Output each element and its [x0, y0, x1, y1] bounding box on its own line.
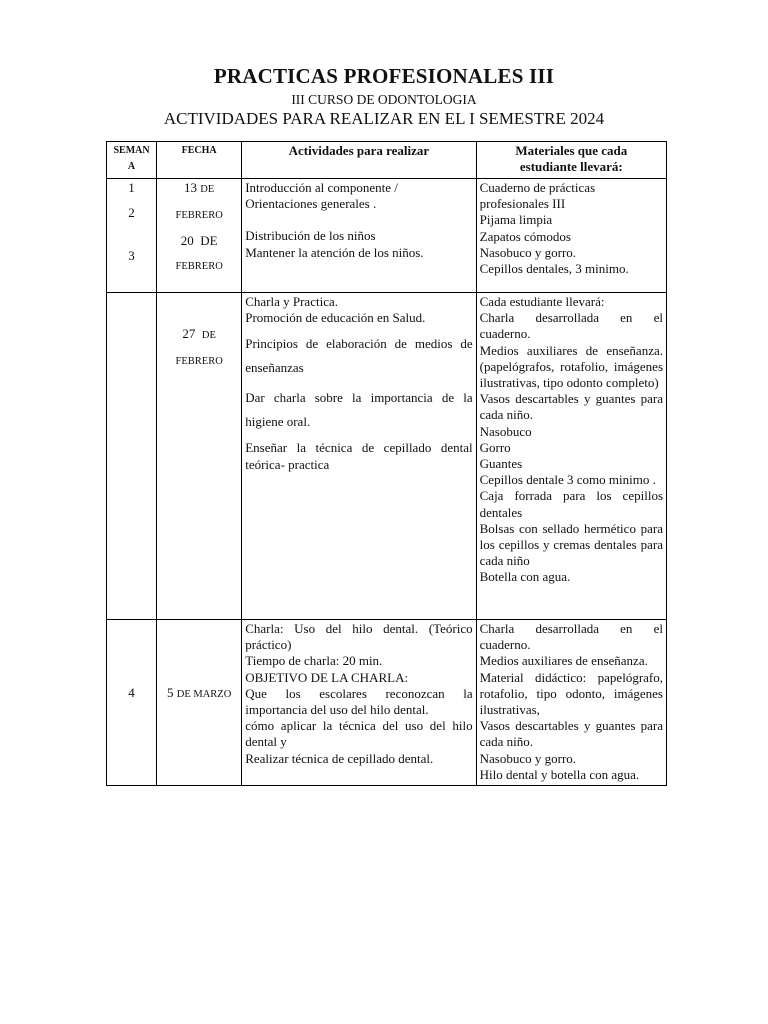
- materials-cell: [476, 179, 666, 293]
- header-actividades: Actividades para realizar: [242, 142, 476, 179]
- date-cell: [157, 620, 242, 786]
- material-line: Charla desarrollada en el cuaderno.: [479, 621, 663, 653]
- date-line: [160, 180, 238, 198]
- activities-table: [106, 141, 667, 786]
- week-number: 3: [128, 248, 135, 263]
- date-day: 27: [182, 326, 196, 341]
- activity-line: Que los escolares reconozcan la importancia del uso del hilo dental.: [245, 685, 473, 718]
- document-title: PRACTICAS PROFESIONALES III: [213, 64, 555, 88]
- date-day: 5: [167, 685, 174, 700]
- date-line: [160, 685, 238, 703]
- date-de: DE: [200, 184, 215, 195]
- header-semana-line2: A: [127, 161, 136, 172]
- material-line: Cepillos dentales, 3 minimo.: [479, 261, 629, 277]
- material-line: Vasos descartables y guantes para cada niño.: [479, 391, 663, 423]
- material-line: Gorro: [479, 439, 511, 455]
- week-number: 2: [128, 205, 135, 221]
- materials-cell: [476, 620, 666, 786]
- date-cell: [157, 179, 242, 293]
- activity-line: Tiempo de charla: 20 min.: [245, 653, 383, 669]
- week-cell: [107, 620, 157, 786]
- material-line: Vasos descartables y guantes para cada niño.: [479, 718, 663, 750]
- material-line: Bolsas con sellado hermético para los cepillos y cremas dentales para cada niño: [479, 520, 663, 569]
- material-line: Guantes: [479, 456, 523, 472]
- date-line: [160, 233, 238, 249]
- date-day: 20: [180, 233, 194, 249]
- material-line: Cepillos dentale 3 como minimo .: [479, 472, 656, 488]
- table-row: [107, 293, 667, 620]
- date-de: DE: [201, 330, 216, 341]
- date-month: DE MARZO: [176, 689, 232, 700]
- activities-subtitle: ACTIVIDADES PARA REALIZAR EN EL I SEMESTRE 2024: [163, 109, 605, 128]
- header-semana-line1: SEMAN: [113, 145, 150, 156]
- date-month: FEBRERO: [175, 210, 223, 221]
- material-line: Pijama limpia: [479, 212, 553, 228]
- week-cell: [107, 179, 157, 293]
- week-number: 1: [128, 180, 135, 195]
- activity-line: Orientaciones generales .: [245, 196, 377, 212]
- activity-line: Dar charla sobre la importancia de la higiene oral.: [245, 390, 473, 430]
- activity-line: Charla y Practica.: [245, 294, 338, 309]
- material-line: Material didáctico: papelógrafo, rotafolio, tipo odonto, imágenes ilustrativas,: [479, 669, 663, 718]
- date-cell: [157, 293, 242, 620]
- activity-line: Enseñar la técnica de cepillado dental teórica- practica: [245, 440, 473, 472]
- material-line: Nasobuco y gorro.: [479, 750, 577, 766]
- activity-line: cómo aplicar la técnica del uso del hilo dental y: [245, 718, 473, 750]
- activity-line: Distribución de los niños: [245, 228, 376, 244]
- table-row: [107, 620, 667, 786]
- date-month: FEBRERO: [175, 261, 223, 273]
- material-line: Botella con agua.: [479, 569, 571, 585]
- material-line: Nasobuco y gorro.: [479, 244, 577, 260]
- table-header-row: [107, 142, 667, 179]
- activities-cell: [242, 293, 476, 620]
- activities-cell: [242, 179, 476, 293]
- activity-line: Realizar técnica de cepillado dental.: [245, 750, 434, 766]
- course-subtitle: III CURSO DE ODONTOLOGIA: [291, 92, 477, 107]
- week-cell: [107, 248, 157, 620]
- material-line: Charla desarrollada en el cuaderno.: [479, 310, 663, 342]
- header-materiales-line2: estudiante llevará:: [519, 159, 623, 174]
- material-line: Nasobuco: [479, 423, 532, 439]
- date-line: [160, 326, 238, 344]
- activity-line: Charla: Uso del hilo dental. (Teórico práctico): [245, 621, 473, 653]
- activities-cell: [242, 620, 476, 786]
- week-number: 4: [128, 685, 135, 700]
- activity-line: Introducción al componente /: [245, 180, 398, 195]
- material-line: Medios auxiliares de enseñanza. (papelógrafos, rotafolio, imágenes ilustrativas, tipo odonto completo): [479, 342, 663, 391]
- activity-line: Mantener la atención de los niños.: [245, 244, 424, 260]
- header-materiales: [476, 142, 666, 179]
- material-line: Hilo dental y botella con agua.: [479, 766, 640, 782]
- material-line: Caja forrada para los cepillos dentales: [479, 488, 663, 520]
- header-materiales-line1: Materiales que cada: [515, 143, 628, 158]
- materials-cell: [476, 293, 666, 620]
- date-de: DE: [200, 233, 218, 249]
- header-semana: [107, 142, 157, 179]
- header-fecha: FECHA: [157, 142, 242, 179]
- material-line: Cada estudiante llevará:: [479, 294, 605, 309]
- date-month: FEBRERO: [175, 356, 223, 368]
- activity-line: Promoción de educación en Salud.: [245, 310, 426, 326]
- material-line: Medios auxiliares de enseñanza.: [479, 653, 648, 669]
- material-line: Zapatos cómodos: [479, 228, 571, 244]
- date-day: 13: [184, 180, 198, 195]
- activity-line: Principios de elaboración de medios de enseñanzas: [245, 336, 473, 376]
- material-line: Cuaderno de prácticas profesionales III: [479, 180, 596, 212]
- activity-line: OBJETIVO DE LA CHARLA:: [245, 669, 409, 685]
- table-row: [107, 179, 667, 293]
